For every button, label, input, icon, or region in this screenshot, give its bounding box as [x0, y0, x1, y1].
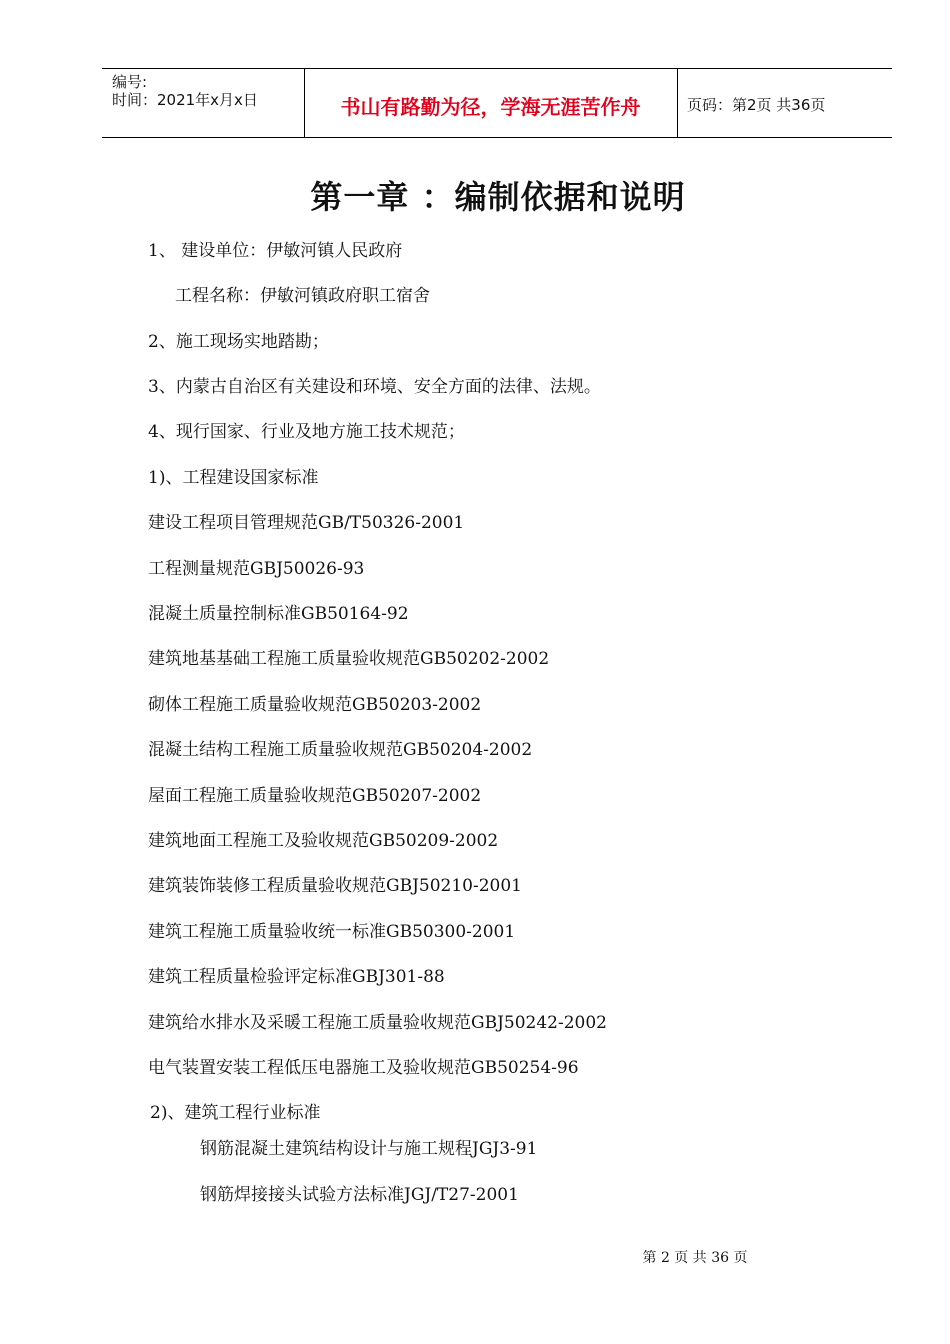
body-line: 建筑地基基础工程施工质量验收规范GB50202-2002 — [148, 649, 550, 669]
body-line: 屋面工程施工质量验收规范GB50207-2002 — [148, 786, 482, 806]
body-line: 4、现行国家、行业及地方施工技术规范； — [148, 422, 465, 442]
body-line: 3、内蒙古自治区有关建设和环境、安全方面的法律、法规。 — [148, 377, 601, 397]
body-line: 砌体工程施工质量验收规范GB50203-2002 — [148, 695, 482, 715]
body-line: 建设工程项目管理规范GB/T50326-2001 — [148, 513, 465, 533]
header-slogan-cell — [304, 69, 678, 137]
slogan: 书山有路勤为径，学海无涯苦作舟 — [340, 95, 641, 119]
page-footer: 第 2 页 共 36 页 — [642, 1250, 748, 1266]
body-line: 电气装置安装工程低压电器施工及验收规范GB50254-96 — [148, 1058, 579, 1078]
body-line: 建筑给水排水及采暖工程施工质量验收规范GBJ50242-2002 — [148, 1013, 607, 1033]
header-meta-cell — [102, 69, 305, 137]
body-line: 混凝土质量控制标准GB50164-92 — [148, 604, 409, 624]
chapter-title: 第一章 ：编制依据和说明 — [310, 178, 686, 216]
body-line: 1)、工程建设国家标准 — [148, 468, 319, 488]
body-line: 钢筋混凝土建筑结构设计与施工规程JGJ3-91 — [200, 1139, 538, 1159]
body-line: 混凝土结构工程施工质量验收规范GB50204-2002 — [148, 740, 533, 760]
body-line: 工程测量规范GBJ50026-93 — [148, 559, 365, 579]
number-label: 编号: — [112, 73, 148, 91]
body-line: 建筑工程施工质量验收统一标准GB50300-2001 — [148, 922, 516, 942]
page-info: 页码：第2页 共36页 — [687, 96, 826, 114]
header-page-cell — [677, 69, 892, 137]
body-line: 建筑装饰装修工程质量验收规范GBJ50210-2001 — [148, 876, 522, 896]
body-line: 2、施工现场实地踏勘； — [148, 332, 329, 352]
body-line: 钢筋焊接接头试验方法标准JGJ/T27-2001 — [200, 1185, 519, 1205]
body-line: 工程名称：伊敏河镇政府职工宿舍 — [175, 286, 430, 306]
body-line: 建筑地面工程施工及验收规范GB50209-2002 — [148, 831, 499, 851]
body-line: 1、 建设单位：伊敏河镇人民政府 — [148, 241, 403, 261]
time-label: 时间：2021年x月x日 — [112, 91, 258, 109]
body-line: 2)、建筑工程行业标准 — [150, 1103, 321, 1123]
page-header — [102, 68, 892, 138]
body-line: 建筑工程质量检验评定标准GBJ301-88 — [148, 967, 445, 987]
